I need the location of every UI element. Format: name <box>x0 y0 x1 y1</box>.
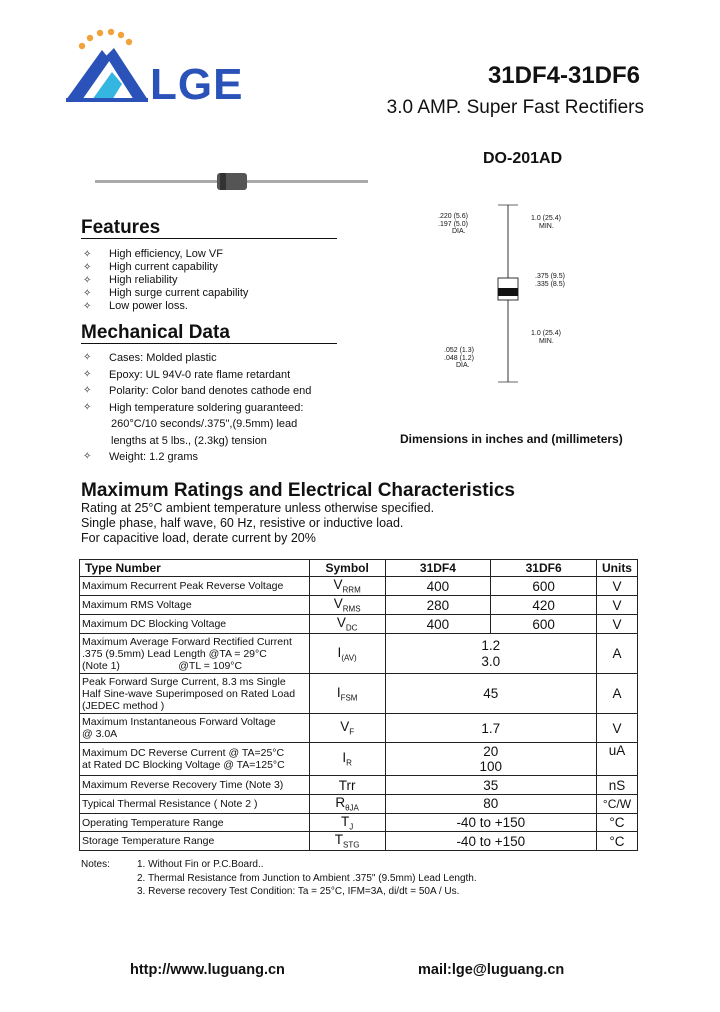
param-cell: Maximum Average Forward Rectified Current .375 (9.5mm) Lead Length @TA = 29°C (Note 1) @TL = 109°C <box>80 634 310 674</box>
bullet-star-icon: ✧ <box>83 352 92 363</box>
note-item: 1. Without Fin or P.C.Board.. <box>137 859 264 870</box>
value-cell: 420 <box>491 596 597 615</box>
param-cell: Maximum Recurrent Peak Reverse Voltage <box>80 577 310 596</box>
bullet-star-icon: ✧ <box>83 301 92 312</box>
unit-cell: A <box>596 634 637 674</box>
features-title: Features <box>81 217 161 238</box>
bullet-star-icon: ✧ <box>83 288 92 299</box>
symbol-cell: $V_{RMS}$ <box>309 596 385 615</box>
bullet-star-icon: ✧ <box>83 368 92 380</box>
bullet-star-icon: ✧ <box>83 249 92 260</box>
header-symbol: Symbol <box>309 560 385 577</box>
param-cell: Peak Forward Surge Current, 8.3 ms Single Half Sine-wave Superimposed on Rated Load (JEDEC method ) <box>80 674 310 714</box>
unit-cell: °C/W <box>596 795 637 814</box>
table-row <box>80 776 638 795</box>
header-units: Units <box>596 560 637 577</box>
symbol-cell: $T_J$ <box>309 813 385 832</box>
mechanical-rule <box>81 343 337 344</box>
ratings-intro <box>81 501 434 546</box>
unit-cell: V <box>596 615 637 634</box>
value-cell: 35 <box>385 776 596 795</box>
ratings-table <box>79 559 638 851</box>
part-number: 31DF4-31DF6 <box>487 62 640 89</box>
unit-cell: V <box>596 577 637 596</box>
value-cell: 1.2 3.0 <box>385 634 596 674</box>
value-cell: -40 to +150 <box>385 813 596 832</box>
unit-cell: A <box>596 674 637 714</box>
list-item: ✧ Weight: 1.2 grams <box>81 449 381 466</box>
table-row <box>80 795 638 814</box>
table-row <box>80 813 638 832</box>
header-31df4: 31DF4 <box>385 560 491 577</box>
list-item: ✧ Polarity: Color band denotes cathode end <box>81 383 381 400</box>
table-row <box>80 615 638 634</box>
value-cell: 80 <box>385 795 596 814</box>
table-row <box>80 743 638 776</box>
list-item: ✧ High surge current capability <box>83 287 249 299</box>
value-cell: 400 <box>385 577 491 596</box>
value-cell: 600 <box>491 615 597 634</box>
table-row <box>80 674 638 714</box>
table-row <box>80 832 638 851</box>
symbol-cell: $I_{(AV)}$ <box>309 634 385 674</box>
unit-cell: uA <box>596 743 637 776</box>
value-cell: -40 to +150 <box>385 832 596 851</box>
mechanical-list <box>81 350 381 466</box>
unit-cell: V <box>596 596 637 615</box>
list-item: ✧ High temperature soldering guaranteed: <box>81 400 381 417</box>
list-item: ✧ High reliability <box>83 274 178 286</box>
param-cell: Maximum RMS Voltage <box>80 596 310 615</box>
header-31df6: 31DF6 <box>491 560 597 577</box>
bullet-star-icon: ✧ <box>83 275 92 286</box>
features-list <box>81 248 361 313</box>
unit-cell: V <box>596 714 637 743</box>
unit-cell: °C <box>596 832 637 851</box>
intro-line: Single phase, half wave, 60 Hz, resistive or inductive load. <box>81 516 404 530</box>
package-name: DO-201AD <box>483 150 563 167</box>
value-cell: 1.7 <box>385 714 596 743</box>
unit-cell: nS <box>596 776 637 795</box>
table-row <box>80 714 638 743</box>
symbol-cell: $I_{FSM}$ <box>309 674 385 714</box>
dimensions-caption: Dimensions in inches and (millimeters) <box>400 432 623 446</box>
value-cell: 45 <box>385 674 596 714</box>
list-item: ✧ Cases: Molded plastic <box>81 350 381 367</box>
logo-text: LGE <box>150 60 244 109</box>
notes-label: Notes: <box>81 859 110 870</box>
features-rule <box>81 238 337 239</box>
dim-lead-bottom: 1.0 (25.4) MIN. <box>531 330 561 345</box>
value-cell: 400 <box>385 615 491 634</box>
symbol-cell: $V_F$ <box>309 714 385 743</box>
list-item: ✧ Epoxy: UL 94V-0 rate flame retardant <box>81 367 381 384</box>
lge-logo-mark-icon <box>62 26 152 104</box>
list-item-continued: lengths at 5 lbs., (2.3kg) tension <box>111 434 267 447</box>
intro-line: Rating at 25°C ambient temperature unless otherwise specified. <box>81 501 435 515</box>
package-outline-drawing <box>490 200 530 390</box>
param-cell: Typical Thermal Resistance ( Note 2 ) <box>80 795 310 814</box>
bullet-star-icon: ✧ <box>83 385 92 396</box>
symbol-cell: $T_{STG}$ <box>309 832 385 851</box>
table-row <box>80 596 638 615</box>
dim-lead-dia: .052 (1.3) .048 (1.2) DIA. <box>444 347 474 369</box>
list-item: ✧ High efficiency, Low VF <box>83 248 223 260</box>
diode-illustration <box>95 170 370 196</box>
param-cell: Maximum Reverse Recovery Time (Note 3) <box>80 776 310 795</box>
intro-line: For capacitive load, derate current by 20% <box>81 531 316 545</box>
symbol-cell: $V_{RRM}$ <box>309 577 385 596</box>
footer-website-link[interactable]: http://www.luguang.cn <box>130 962 285 978</box>
notes <box>81 858 477 899</box>
symbol-cell: $V_{DC}$ <box>309 615 385 634</box>
footer-email-link[interactable]: mail:lge@luguang.cn <box>418 962 565 978</box>
symbol-cell: $R_{\theta JA}$ <box>309 795 385 814</box>
param-cell: Maximum DC Reverse Current @ TA=25°C at Rated DC Blocking Voltage @ TA=125°C <box>80 743 310 776</box>
note-item: 3. Reverse recovery Test Condition: Ta = 25°C, IFM=3A, di/dt = 50A / Us. <box>137 886 460 897</box>
header-type-number: Type Number <box>80 560 310 577</box>
note-item: 2. Thermal Resistance from Junction to Ambient .375" (9.5mm) Lead Length. <box>137 872 477 884</box>
symbol-cell: $I_R$ <box>309 743 385 776</box>
value-cell: 280 <box>385 596 491 615</box>
dim-body-dia: .220 (5.6) .197 (5.0) DIA. <box>438 213 468 235</box>
product-subtitle: 3.0 AMP. Super Fast Rectifiers <box>386 97 644 118</box>
value-cell: 20 100 <box>385 743 596 776</box>
param-cell: Operating Temperature Range <box>80 813 310 832</box>
dim-body-length: .375 (9.5) .335 (8.5) <box>535 273 565 288</box>
param-cell: Storage Temperature Range <box>80 832 310 851</box>
mechanical-title: Mechanical Data <box>81 322 230 343</box>
bullet-star-icon: ✧ <box>83 451 92 462</box>
param-cell: Maximum DC Blocking Voltage <box>80 615 310 634</box>
bullet-star-icon: ✧ <box>83 262 92 273</box>
dim-lead-top: 1.0 (25.4) MIN. <box>531 215 561 230</box>
list-item: ✧ High current capability <box>83 261 218 273</box>
table-row <box>80 634 638 674</box>
symbol-cell: Trr <box>309 776 385 795</box>
ratings-title: Maximum Ratings and Electrical Characteristics <box>81 480 515 501</box>
table-header-row <box>80 560 638 577</box>
bullet-star-icon: ✧ <box>83 401 92 413</box>
param-cell: Maximum Instantaneous Forward Voltage @ 3.0A <box>80 714 310 743</box>
list-item: ✧ Low power loss. <box>83 300 188 312</box>
value-cell: 600 <box>491 577 597 596</box>
table-row <box>80 577 638 596</box>
unit-cell: °C <box>596 813 637 832</box>
list-item-continued: 260°C/10 seconds/.375",(9.5mm) lead <box>111 418 298 430</box>
